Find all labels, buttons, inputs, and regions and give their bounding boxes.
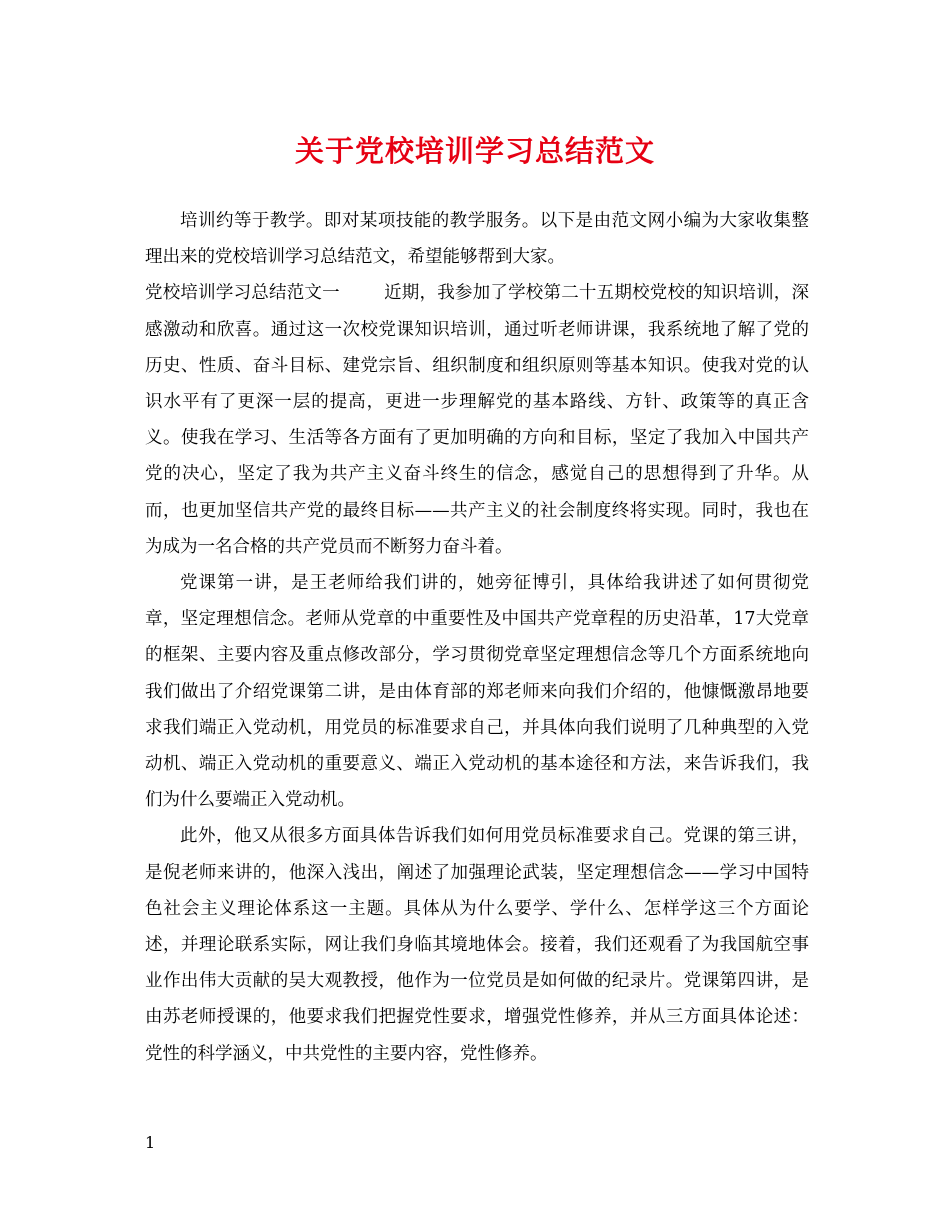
- intro-paragraph: 培训约等于教学。即对某项技能的教学服务。以下是由范文网小编为大家收集整理出来的党校培训学习总结范文，希望能够帮到大家。: [145, 211, 809, 268]
- section-heading: 党校培训学习总结范文一: [145, 283, 340, 304]
- document-body: [145, 203, 809, 1072]
- document-title: 关于党校培训学习总结范文: [294, 134, 655, 168]
- paragraph-1: 近期，我参加了学校第二十五期校党校的知识培训，深感激动和欣喜。通过这一次校党课知识培训，通过听老师讲课，我系统地了解了党的历史、性质、奋斗目标、建党宗旨、组织制度和组织原则等基本知识。使我对党的认识水平有了更深一层的提高，更进一步理解党的基本路线、方针、政策等的真正含义。使我在学习、生活等各方面有了更加明确的方向和目标，坚定了我加入中国共产党的决心，坚定了我为共产主义奋斗终生的信念，感觉自己的思想得到了升华。从而，也更加坚信共产党的最终目标——共产主义的社会制度终将实现。同时，我也在为成为一名合格的共产党员而不断努力奋斗着。: [145, 283, 810, 557]
- paragraph-3: 此外，他又从很多方面具体告诉我们如何用党员标准要求自己。党课的第三讲，是倪老师来讲的，他深入浅出，阐述了加强理论武装，坚定理想信念——学习中国特色社会主义理论体系这一主题。具体从为什么要学、学什么、怎样学这三个方面论述，并理论联系实际，网让我们身临其境地体会。接着，我们还观看了为我国航空事业作出伟大贡献的吴大观教授，他作为一位党员是如何做的纪录片。党课第四讲，是由苏老师授课的，他要求我们把握党性要求，增强党性修养，并从三方面具体论述：党性的科学涵义，中共党性的主要内容，党性修养。: [145, 826, 809, 1064]
- paragraph-2: 党课第一讲，是王老师给我们讲的，她旁征博引，具体给我讲述了如何贯彻党章，坚定理想信念。老师从党章的中重要性及中国共产党章程的历史沿革，17大党章的框架、主要内容及重点修改部分，学习贯彻党章坚定理想信念等几个方面系统地向我们做出了介绍党课第二讲，是由体育部的郑老师来向我们介绍的，他慷慨激昂地要求我们端正入党动机，用党员的标准要求自己，并具体向我们说明了几种典型的入党动机、端正入党动机的重要意义、端正入党动机的基本途径和方法，来告诉我们，我们为什么要端正入党动机。: [145, 573, 809, 811]
- page-number: 1: [145, 1133, 156, 1152]
- section-paragraph: [145, 275, 809, 565]
